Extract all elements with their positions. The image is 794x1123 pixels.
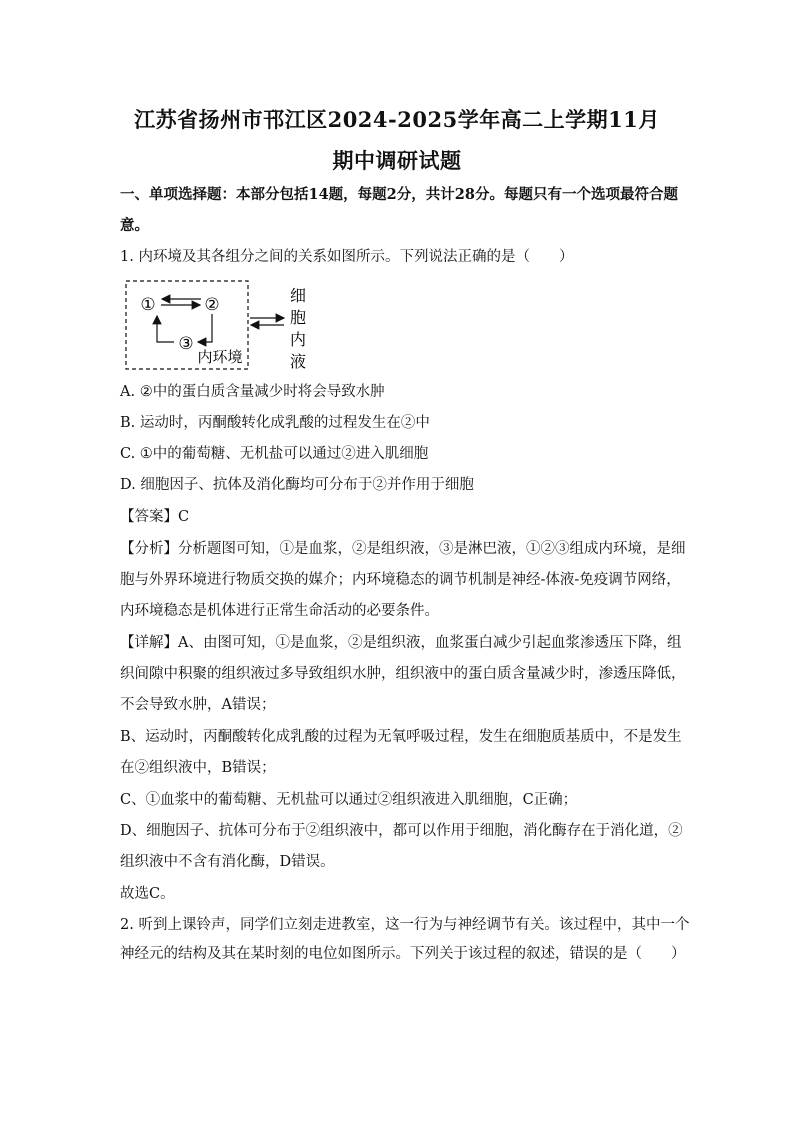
intracellular-label-char-2: 胞 <box>289 308 307 327</box>
question-1-detail-line2: 织间隙中积聚的组织液过多导致组织水肿，组织液中的蛋白质含量减少时，渗透压降低， <box>120 666 686 682</box>
question-1-option-d: D. 细胞因子、抗体及消化酶均可分布于②并作用于细胞 <box>120 477 474 493</box>
document-title-line2: 期中调研试题 <box>332 148 462 173</box>
question-1-detail-line5: 在②组织液中，B错误； <box>120 760 276 776</box>
diagram-node-2: ② <box>204 295 220 315</box>
question-1-detail-line3: 不会导致水肿，A错误； <box>120 697 276 713</box>
question-1-detail-line1: 【详解】A、由图可知，①是血浆，②是组织液，血浆蛋白减少引起血浆渗透压下降，组 <box>120 635 682 651</box>
intracellular-label-char-1: 细 <box>289 286 307 305</box>
question-2-stem-line2: 神经元的结构及其在某时刻的电位如图所示。下列关于该过程的叙述，错误的是（ ） <box>120 946 686 962</box>
question-1-detail-line6: C、①血浆中的葡萄糖、无机盐可以通过②组织液进入肌细胞，C正确； <box>120 792 578 808</box>
section-heading-continued: 意。 <box>120 217 149 234</box>
section-heading: 一、单项选择题：本部分包括14题，每题2分，共计28分。每题只有一个选项最符合题 <box>120 186 678 203</box>
question-1-detail-line4: B、运动时，丙酮酸转化成乳酸的过程为无氧呼吸过程，发生在细胞质基质中，不是发生 <box>120 729 682 745</box>
question-2-stem-line1: 2. 听到上课铃声，同学们立刻走进教室，这一行为与神经调节有关。该过程中，其中一个 <box>120 917 690 933</box>
question-1-option-b: B. 运动时，丙酮酸转化成乳酸的过程发生在②中 <box>120 415 430 431</box>
intracellular-label-char-4: 液 <box>289 352 307 371</box>
question-1-option-c: C. ①中的葡萄糖、无机盐可以通过②进入肌细胞 <box>120 446 429 462</box>
inner-environment-label: 内环境 <box>197 348 243 366</box>
question-1-analysis-line2: 胞与外界环境进行物质交换的媒介；内环境稳态的调节机制是神经-体液-免疫调节网络， <box>120 572 681 588</box>
diagram-node-3: ③ <box>178 334 194 354</box>
question-1-detail-line8: 组织液中不含有消化酶，D错误。 <box>120 854 335 870</box>
question-1-answer: 【答案】C <box>120 509 190 525</box>
intracellular-label-char-3: 内 <box>289 330 307 349</box>
arrow-3-to-1 <box>157 316 174 342</box>
arrow-2-to-3 <box>198 314 212 342</box>
diagram-node-1: ① <box>140 295 156 315</box>
question-1-stem: 1. 内环境及其各组分之间的关系如图所示。下列说法正确的是（ ） <box>120 249 574 265</box>
question-1-detail-line7: D、细胞因子、抗体可分布于②组织液中，都可以作用于细胞，消化酶存在于消化道，② <box>120 823 683 839</box>
document-title-line1: 江苏省扬州市邗江区2024-2025学年高二上学期11月 <box>134 107 660 132</box>
question-1-analysis-line3: 内环境稳态是机体进行正常生命活动的必要条件。 <box>120 603 439 619</box>
question-1-option-a: A. ②中的蛋白质含量减少时将会导致水肿 <box>120 384 385 400</box>
inner-environment-diagram <box>124 280 324 372</box>
question-1-conclusion: 故选C。 <box>120 886 175 902</box>
question-1-analysis-line1: 【分析】分析题图可知，①是血浆，②是组织液，③是淋巴液，①②③组成内环境，是细 <box>120 541 686 557</box>
